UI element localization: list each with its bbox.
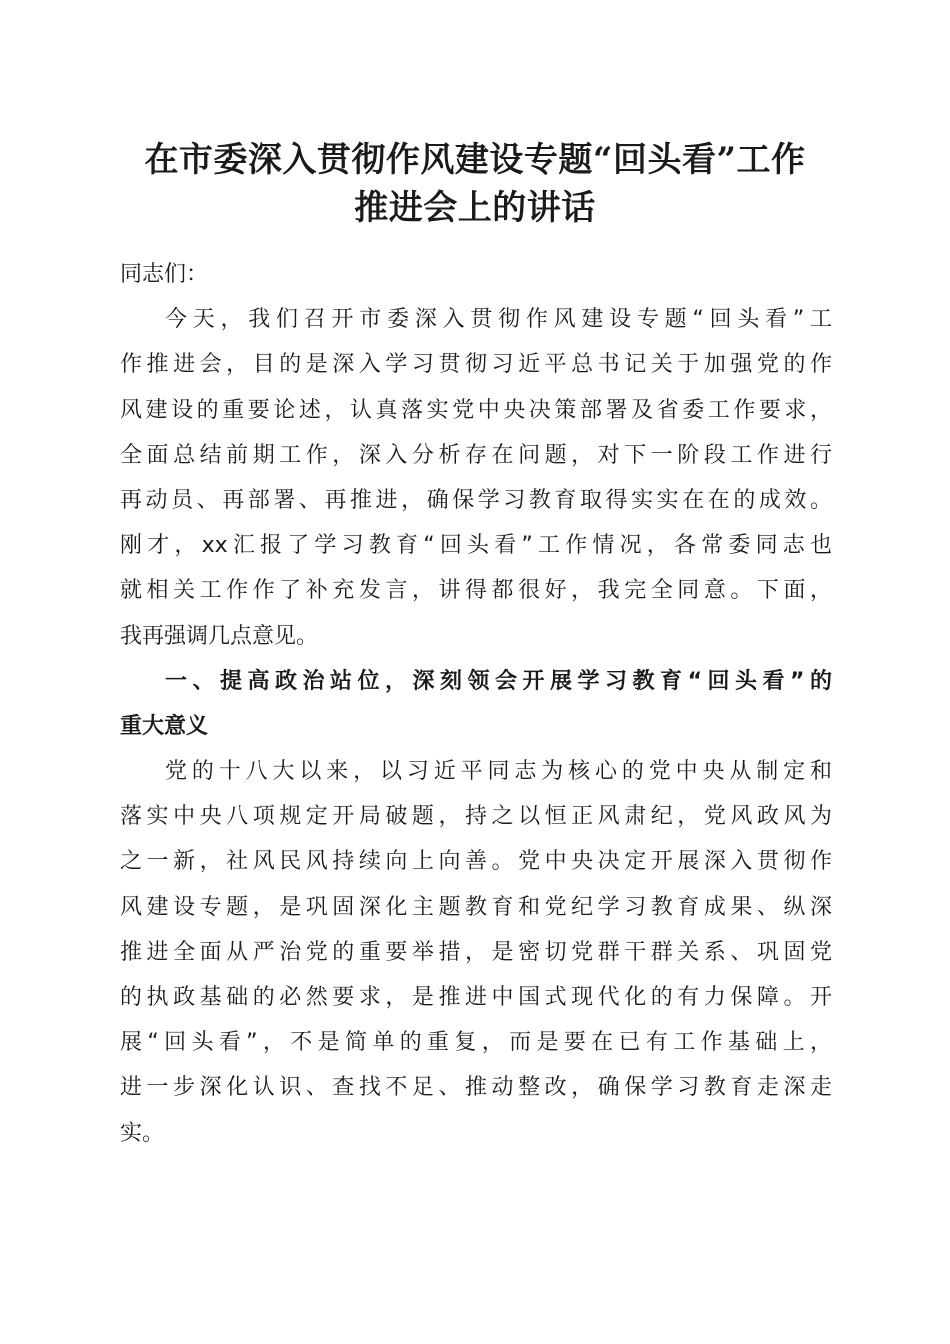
title-line-2: 推进会上的讲话: [354, 188, 596, 228]
paragraph-line: 我再强调几点意见。: [120, 623, 319, 649]
paragraph-line: 落实中央八项规定开局破题，持之以恒正风肃纪，党风政风为: [120, 804, 832, 830]
salutation: 同志们：: [120, 262, 209, 287]
paragraph-line: 展“回头看”，不是简单的重复，而是要在已有工作基础上，: [120, 1030, 832, 1056]
paragraph-line: 进一步深化认识、查找不足、推动整改，确保学习教育走深走: [120, 1075, 832, 1101]
paragraph-line: 作推进会，目的是深入学习贯彻习近平总书记关于加强党的作: [120, 352, 832, 378]
paragraph-line: 刚才，xx汇报了学习教育“回头看”工作情况，各常委同志也: [120, 533, 832, 559]
paragraph-intro: [120, 297, 832, 659]
document-title: [100, 136, 850, 232]
paragraph-line: 党的十八大以来，以习近平同志为核心的党中央从制定和: [165, 759, 832, 785]
paragraph-line: 风建设的重要论述，认真落实党中央决策部署及省委工作要求，: [120, 397, 832, 423]
paragraph-line: 之一新，社风民风持续向上向善。党中央决定开展深入贯彻作: [120, 849, 832, 875]
paragraph-line: 全面总结前期工作，深入分析存在问题，对下一阶段工作进行: [120, 442, 832, 468]
title-line-1: 在市委深入贯彻作风建设专题“回头看”工作: [144, 140, 806, 180]
heading-line: 重大意义: [120, 713, 209, 739]
paragraph-line: 的执政基础的必然要求，是推进中国式现代化的有力保障。开: [120, 985, 832, 1010]
paragraph-line: 风建设专题，是巩固深化主题教育和党纪学习教育成果、纵深: [120, 894, 832, 920]
heading-line: 一、提高政治站位，深刻领会开展学习教育“回头看”的: [165, 668, 832, 694]
paragraph-line: 再动员、再部署、再推进，确保学习教育取得实实在在的成效。: [120, 487, 832, 513]
document-body: [120, 252, 832, 1156]
paragraph-line: 推进全面从严治党的重要举措，是密切党群干群关系、巩固党: [120, 939, 832, 965]
paragraph-section-1: [120, 749, 832, 1156]
paragraph-line: 今天，我们召开市委深入贯彻作风建设专题“回头看”工: [165, 307, 832, 333]
paragraph-line: 就相关工作作了补充发言，讲得都很好，我完全同意。下面，: [120, 578, 832, 604]
section-heading-1: [120, 659, 832, 749]
paragraph-line: 实。: [120, 1120, 165, 1146]
